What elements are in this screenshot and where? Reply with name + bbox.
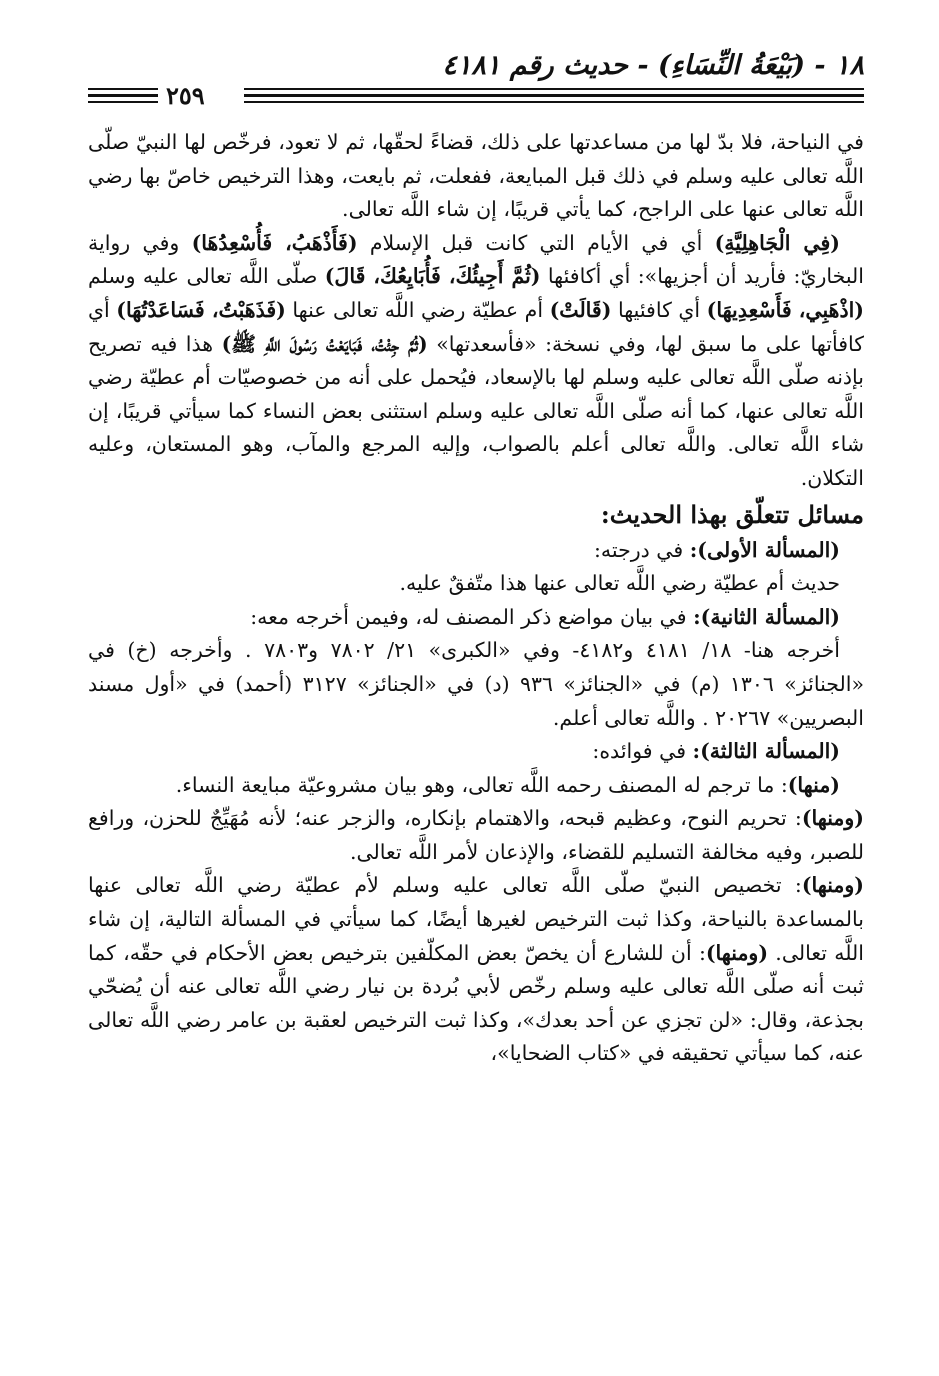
benefit-3: [88, 869, 864, 1071]
issue-3: [88, 735, 864, 769]
header-rule-short: [88, 101, 156, 103]
benefit-label: (ومنها): [801, 806, 864, 831]
benefit-label: (منها): [787, 772, 840, 797]
benefit-text: : تحريم النوح، وعظيم قبحه، والاهتمام بإنكاره، والزجر عنه؛ لأنه مُهَيِّجٌ للحزن، ورافع للصبر، وفيه مخالفة التسليم للقضاء، والإذعان لأمر اللَّه تعالى.: [88, 806, 864, 864]
chapter-hadith-title: ١٨ - (بَيْعَةُ النِّسَاءِ) - حديث رقم ٤١٨١: [442, 50, 864, 81]
paragraph-2: [88, 227, 864, 496]
section-heading: مسائل تتعلّق بهذا الحديث:: [600, 499, 864, 529]
benefit-text: : أن للشارع أن يخصّ بعض المكلّفين بترخيص بعض الأحكام في حقّه، كما ثبت أنه صلّى اللَّه تعالى عليه وسلم رخّص لأبي بُردة بن نيار رضي اللَّه تعالى عنه أن يُضحّي بجذعة، وقال: «لن تجزي عن أحد بعدك»، وكذا ثبت الترخيص لعقبة بن عامر رضي اللَّه تعالى عنه، كما سيأتي تحقيقه في «كتاب الضحايا»،: [88, 940, 864, 1066]
quoted-phrase: (قَالَتْ): [549, 297, 612, 322]
issue-title: في فوائده:: [592, 739, 693, 764]
commentary-text: هذا فيه تصريح بإذنه صلّى اللَّه تعالى عليه وسلم لها بالإسعاد، فيُحمل على أنه من خصوصيّات أم عطيّة رضي اللَّه تعالى عنها، كما أنه صلّى اللَّه تعالى عليه وسلم استثنى بعض النساء كما سيأتي قريبًا، إن شاء اللَّه تعالى. واللَّه تعالى أعلم بالصواب، وإليه المرجع والمآب، وهو المستعان، وعليه التكلان.: [88, 331, 864, 490]
issue-2: [88, 601, 864, 635]
header-rule-short: [88, 88, 156, 90]
benefit-text: : تخصيص النبيّ صلّى اللَّه تعالى عليه وسلم لأم عطيّة رضي اللَّه تعالى عنها بالمساعدة بالنياحة، وكذا ثبت الترخيص لغيرها أيضًا، كما سيأتي في المسألة التالية، إن شاء اللَّه تعالى.: [88, 873, 864, 965]
commentary-text: صلّى اللَّه تعالى عليه وسلم: [88, 264, 325, 289]
quoted-phrase: (فَذَهَبْتُ، فَسَاعَدْتُهَا): [116, 297, 286, 322]
benefit-label: (ومنها): [705, 940, 769, 965]
benefit-label: (ومنها): [801, 873, 864, 898]
benefit-text: : ما ترجم له المصنف رحمه اللَّه تعالى، وهو بيان مشروعيّة مبايعة النساء.: [175, 772, 788, 797]
running-header: [88, 48, 864, 110]
commentary-text: أي كافأتها على ما سبق لها، وفي نسخة: «فأسعدتها»: [88, 297, 864, 356]
issue-1: [88, 534, 864, 568]
commentary-text: أي كافئيها: [611, 297, 707, 322]
page-body: [88, 126, 864, 1071]
quoted-phrase: (فِي الْجَاهِلِيَّةِ): [714, 230, 841, 255]
page-number: ٢٥٩: [158, 82, 213, 110]
benefit-1: [88, 769, 864, 803]
quoted-phrase: (فَأَذْهَبُ، فَأُسْعِدُهَا): [191, 230, 358, 255]
issue-2-body: أخرجه هنا- ١٨/ ٤١٨١ و٤١٨٢- وفي «الكبرى» ٢١/ ٧٨٠٢ و٧٨٠٣ . وأخرجه (خ) في «الجنائز» ١٣٠٦ (م) في «الجنائز» ٩٣٦ (د) في «الجنائز» ٣١٢٧ (أحمد) في «أول مسند البصريين» ٢٠٢٦٧ . واللَّه تعالى أعلم.: [88, 638, 864, 730]
issue-label: (المسألة الأولى):: [689, 537, 840, 562]
issue-1-body: حديث أم عطيّة رضي اللَّه تعالى عنها هذا متّفقٌ عليه.: [399, 571, 840, 596]
quoted-phrase: (اذْهَبِي، فَأَسْعِدِيهَا): [706, 297, 864, 322]
benefit-2: [88, 802, 864, 869]
quoted-phrase: (ثُمَّ جِئْتُ، فَبَايَعْتُ رَسُولَ اللَّهِ ﷺ): [221, 331, 428, 356]
issue-label: (المسألة الثانية):: [693, 604, 840, 629]
commentary-text: أي في الأيام التي كانت قبل الإسلام: [357, 230, 715, 255]
paragraph-1: في النياحة، فلا بدّ لها من مساعدتها على ذلك، قضاءً لحقّها، ثم لا تعود، فرخّص لها النبيّ صلّى اللَّه تعالى عليه وسلم في ذلك قبل المبايعة، ففعلت، ثم بايعت، وهذا الترخيص خاصّ بها رضي اللَّه تعالى عنها على الراجح، كما يأتي قريبًا، إن شاء اللَّه تعالى.: [88, 130, 864, 222]
header-rule-short: [88, 94, 156, 97]
quoted-phrase: (ثُمَّ أَجِيئُكَ، فَأُبَايِعُكَ، قَالَ): [324, 264, 541, 289]
commentary-text: أم عطيّة رضي اللَّه تعالى عنها: [285, 297, 550, 322]
issue-label: (المسألة الثالثة):: [692, 739, 840, 764]
commentary-text: وفي رواية البخاريّ: فأريد أن أجزيها»: أي أكافئها: [88, 230, 865, 289]
book-page: [88, 48, 864, 1348]
issue-title: في بيان مواضع ذكر المصنف له، وفيمن أخرجه معه:: [250, 604, 694, 629]
issue-title: في درجته:: [593, 537, 690, 562]
